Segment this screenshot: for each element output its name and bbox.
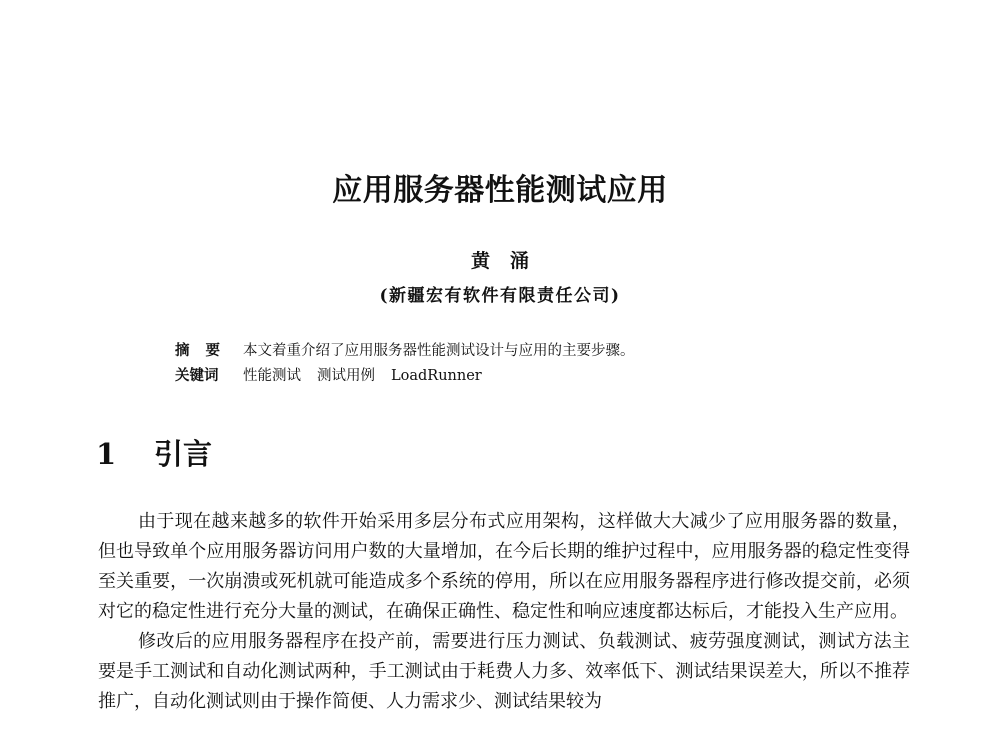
keywords-row: [175, 364, 498, 385]
keyword-item: 性能测试: [243, 368, 301, 384]
keyword-item: 测试用例: [317, 368, 375, 384]
abstract-label: 摘要: [175, 343, 236, 359]
keyword-item: LoadRunner: [391, 368, 482, 384]
abstract-row: [175, 339, 635, 360]
paragraph: 修改后的应用服务器程序在投产前，需要进行压力测试、负载测试、疲劳强度测试，测试方法主要是手工测试和自动化测试两种，手工测试由于耗费人力多、效率低下、测试结果误差大，所以不推荐推广，自动化测试则由于操作简便、人力需求少、测试结果较为: [98, 631, 910, 712]
author-affiliation: (新疆宏有软件有限责任公司): [379, 286, 621, 306]
abstract-text: 本文着重介绍了应用服务器性能测试设计与应用的主要步骤。: [243, 343, 635, 359]
section-title: 引言: [154, 437, 213, 471]
section-number: 1: [96, 437, 117, 471]
author-name: 黄涌: [470, 250, 549, 272]
section-heading: [96, 432, 212, 473]
body-text: [98, 507, 910, 717]
paper-title: 应用服务器性能测试应用: [332, 173, 668, 208]
keywords-label: 关键词: [175, 368, 219, 384]
paragraph: 由于现在越来越多的软件开始采用多层分布式应用架构，这样做大大减少了应用服务器的数量，但也导致单个应用服务器访问用户数的大量增加，在今后长期的维护过程中，应用服务器的稳定性变得至关重要，一次崩溃或死机就可能造成多个系统的停用，所以在应用服务器程序进行修改提交前，必须对它的稳定性进行充分大量的测试，在确保正确性、稳定性和响应速度都达标后，才能投入生产应用。: [98, 511, 910, 622]
